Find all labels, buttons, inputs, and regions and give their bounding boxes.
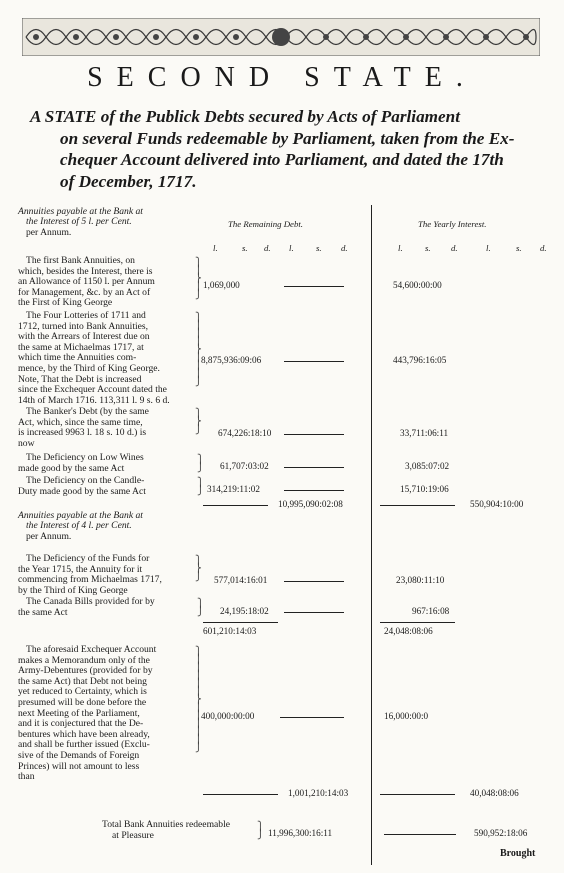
total-rule [203,505,268,506]
interest-value: 15,710:19:06 [400,484,449,494]
blank-dash [284,361,344,362]
unit-shillings: s. [242,243,248,253]
blank-dash [280,717,344,718]
total-rule [380,794,455,795]
entry-deficiency-1715: The Deficiency of the Funds for the Year 1715, the Annuity for it commencing from Michaelmas 1717, by the Third of King George [18,553,162,596]
column-header-yearly-interest: The Yearly Interest. [418,219,487,229]
interest-value: 3,085:07:02 [405,461,450,471]
unit-pence: d. [341,243,348,253]
debt-value: 61,707:03:02 [220,461,269,471]
entry-low-wines: The Deficiency on Low Wines made good by the same Act [18,452,144,474]
blank-dash [284,581,344,582]
section-total-interest: 550,904:10:00 [470,499,524,509]
document-heading [30,106,545,192]
unit-shillings: s. [316,243,322,253]
grand-total-debt: 11,996,300:16:11 [268,828,333,838]
entry-first-bank-annuities: The first Bank Annuities, on which, besides the Interest, there is an Allowance of 1150 l. per Annum for Management, &c. by an Act of the First of King George [18,255,155,309]
unit-pence: d. [451,243,458,253]
heading-line-2: on several Funds redeemable by Parliament, taken from the Ex- [60,128,515,148]
subtotal-rule [203,622,278,623]
interest-value: 23,080:11:10 [396,575,445,585]
debt-value: 8,875,936:09:06 [201,355,262,365]
section-title-five-percent: Annuities payable at the Bank at the Interest of 5 l. per Cent. per Annum. [18,206,143,238]
unit-shillings: s. [516,243,522,253]
unit-pence: d. [264,243,271,253]
brace-icon: ⎫ ⎪ ⎪ ⎪ ⎬ ⎪ ⎪ ⎪ ⎭ [195,312,202,386]
brace-icon: ⎫ ⎪ ⎬ ⎪ ⎭ [195,257,202,299]
ornamental-header-band [22,18,540,56]
brace-icon: ⎫ ⎪ ⎪ ⎪ ⎪ ⎪ ⎬ ⎪ ⎪ ⎪ ⎪ ⎪ ⎭ [195,646,202,752]
section-total-debt: 10,995,090:02:08 [278,499,343,509]
subtotal-rule [380,622,455,623]
brace-icon: ⎫ ⎬ ⎭ [195,555,202,581]
section-total-debt: 1,001,210:14:03 [288,788,349,798]
interest-value: 54,600:00:00 [393,280,442,290]
heading-line-4: of December, 1717. [60,171,197,191]
entry-army-debentures-memo: The aforesaid Exchequer Account makes a Memorandum only of the Army-Debentures (provided for by the same Act) that Debt not being yet reduced to Certainty, which is presumed will be done before the next Meeting of the Parliament, and it is conjectured that the De- bentures which have been already, and shall be further issued (Exclu- sive of the Demands of Foreign Princes) will not amount to less than [18,644,157,783]
section-total-interest: 40,048:08:06 [470,788,519,798]
entry-canada-bills: The Canada Bills provided for by the same Act [18,596,155,618]
blank-dash [384,834,456,835]
unit-pounds: l. [289,243,294,253]
brace-icon: ⎫ ⎭ [197,477,204,495]
unit-pounds: l. [486,243,491,253]
column-header-remaining-debt: The Remaining Debt. [228,219,304,229]
blank-dash [284,467,344,468]
debt-value: 1,069,000 [203,280,240,290]
unit-shillings: s. [425,243,431,253]
entry-four-lotteries: The Four Lotteries of 1711 and 1712, turned into Bank Annuities, with the Arrears of Interest due on the same at Michaelmas 1717, at which time the Annuities com- mence, by the Third of King George. Note, That the Debt is increased since the Exchequer Account dated the 14th of March 1716. 113,311 l. 9 s. 6 d. [18,310,170,406]
brace-icon: ⎫ ⎭ [257,821,264,839]
unit-pounds: l. [398,243,403,253]
interest-value: 967:16:08 [412,606,450,616]
page-title: SECOND STATE. [87,62,477,93]
unit-pounds: l. [213,243,218,253]
heading-line-1: A STATE of the Publick Debts secured by Acts of Parliament [30,107,461,126]
debt-value: 577,014:16:01 [214,575,268,585]
unit-pence: d. [540,243,547,253]
total-rule [380,505,455,506]
section-title-four-percent: Annuities payable at the Bank at the Interest of 4 l. per Cent. per Annum. [18,510,143,542]
debt-value: 314,219:11:02 [207,484,260,494]
blank-dash [284,434,344,435]
debt-value: 400,000:00:00 [201,711,255,721]
entry-candle-duty: The Deficiency on the Candle- Duty made good by the same Act [18,475,146,497]
grand-total-interest: 590,952:18:06 [474,828,528,838]
subtotal-interest: 24,048:08:06 [384,626,433,636]
brace-icon: ⎫ ⎬ ⎭ [195,408,202,434]
brace-icon: ⎫ ⎭ [197,454,204,472]
grand-total-label: Total Bank Annuities redeemable at Pleasure [102,819,231,841]
blank-dash [284,612,344,613]
blank-dash [284,286,344,287]
column-divider [371,205,372,865]
catchword: Brought [500,848,536,859]
interest-value: 33,711:06:11 [400,428,449,438]
blank-dash [284,490,344,491]
total-rule [203,794,278,795]
interest-value: 443,796:16:05 [393,355,447,365]
subtotal-debt: 601,210:14:03 [203,626,257,636]
debt-value: 24,195:18:02 [220,606,269,616]
entry-bankers-debt: The Banker's Debt (by the same Act, which, since the same time, is increased 9963 l. 18 s. 10 d.) is now [18,406,149,449]
debt-value: 674,226:18:10 [218,428,272,438]
brace-icon: ⎫ ⎭ [197,598,204,616]
interest-value: 16,000:00:0 [384,711,429,721]
heading-line-3: chequer Account delivered into Parliament, and dated the 17th [60,150,504,169]
